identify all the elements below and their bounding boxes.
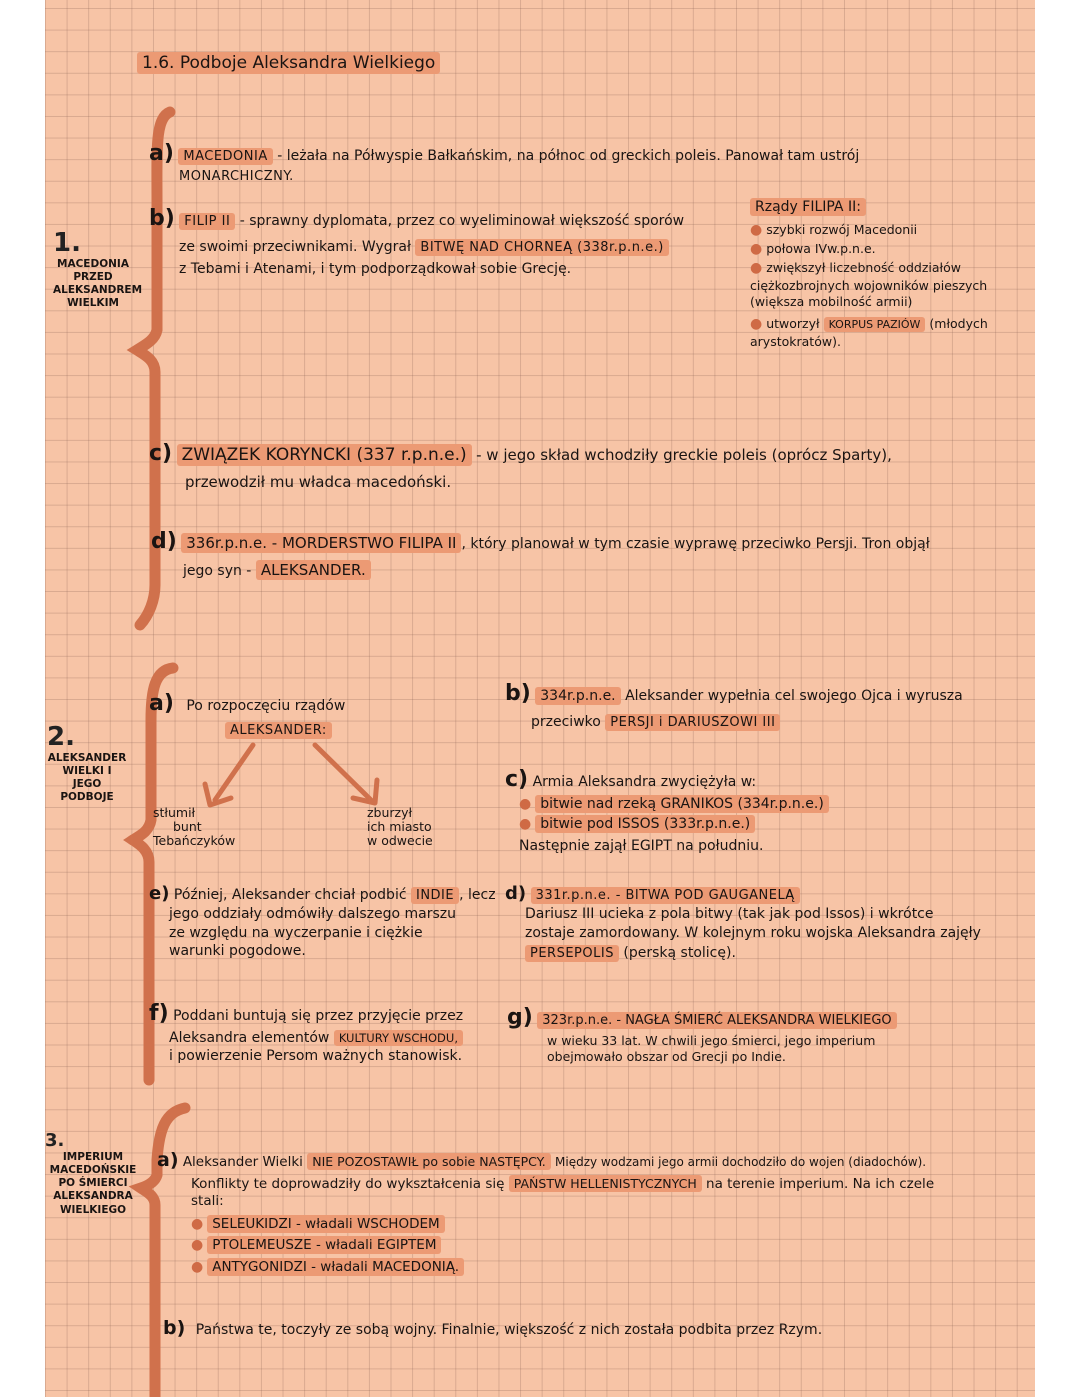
s3-point-a: a) Aleksander Wielki NIE POZOSTAWIŁ po sobie NASTĘPCY. Między wodzami jego armii dochodziło do wojen (diadochów). Konflikty te doprowadziły do wykształcenia się PAŃSTW HELLENISTYCZNYCH na terenie imperium. Na ich czele stali: ● SELEUKIDZI - władali WSCHODEM ● PTOLEMEUSZE - władali EGIPTEM ● ANTYGONIDZI - władali MACEDONIĄ. xyxy=(157,1148,1035,1276)
s1-point-a: a) MACEDONIA - leżała na Półwyspie Bałkańskim, na północ od greckich poleis. Panował tam ustrój MONARCHICZNY. xyxy=(149,141,860,184)
s2-point-c: c) Armia Aleksandra zwyciężyła w: ● bitwie nad rzeką GRANIKOS (334r.p.n.e.) ● bitwie pod ISSOS (333r.p.n.e.) Następnie zajął EGIPT na południu. xyxy=(505,766,1025,855)
arrow-left xyxy=(215,745,253,800)
s2-branch-right: zburzył ich miasto w odwecie xyxy=(367,805,433,848)
rule-item: ● zwiększył liczebność oddziałów ciężkozbrojnych wojowników pieszych (większa mobilność armii) xyxy=(750,259,988,310)
section-3-label: 3. IMPERIUM MACEDOŃSKIE PO ŚMIERCI ALEKSANDRA WIELKIEGO xyxy=(45,1130,137,1216)
s3-list-item: ● ANTYGONIDZI - władali MACEDONIĄ. xyxy=(191,1258,1035,1277)
s2-point-f: f) Poddani buntują się przez przyjęcie przez Aleksandra elementów KULTURY WSCHODU, i powierzenie Persom ważnych stanowisk. xyxy=(149,1001,464,1064)
s2-point-g: g) 323r.p.n.e. - NAGŁA ŚMIERĆ ALEKSANDRA WIELKIEGO w wieku 33 lat. W chwili jego śmierci, jego imperium obejmowało obszar od Grecji po Indie. xyxy=(507,1004,1027,1066)
section-1-label: 1. MACEDONIA PRZED ALEKSANDREM WIELKIM xyxy=(53,228,143,310)
arrow-right xyxy=(315,745,371,800)
page-title: 1.6. Podboje Aleksandra Wielkiego xyxy=(137,52,440,74)
s1-point-c: c) ZWIĄZEK KORYNCKI (337 r.p.n.e.) - w jego skład wchodziły greckie poleis (oprócz Sparty), przewodził mu władca macedoński. xyxy=(149,441,892,491)
section-2-label: 2. ALEKSANDER WIELKI I JEGO PODBOJE xyxy=(47,722,127,804)
s1-rules-box: Rządy FILIPA II: ● szybki rozwój Macedonii ● połowa IVw.p.n.e. ● zwiększył liczebność oddziałów ciężkozbrojnych wojowników pieszych (większa mobilność armii) ● utworzył KORPUS PAZIÓW (młodych arystokratów). xyxy=(750,198,1030,351)
s2-point-e: e) Później, Aleksander chciał podbić INDIE , lecz jego oddziały odmówiły dalszego marszu ze względu na wyczerpanie i ciężkie warunki pogodowe. xyxy=(149,883,496,959)
s3-list-item: ● PTOLEMEUSZE - władali EGIPTEM xyxy=(191,1236,1035,1255)
s3-point-b: b) Państwa te, toczyły ze sobą wojny. Finalnie, większość z nich została podbita przez Rzym. xyxy=(163,1317,823,1339)
s1-point-d: d) 336r.p.n.e. - MORDERSTWO FILIPA II , który planował w tym czasie wyprawę przeciwko Persji. Tron objął jego syn - ALEKSANDER. xyxy=(151,529,930,579)
s2-point-b: b) 334r.p.n.e. Aleksander wypełnia cel swojego Ojca i wyrusza przeciwko PERSJI i DARIUSZOWI III xyxy=(505,681,963,730)
rule-item: ● połowa IVw.p.n.e. xyxy=(750,240,876,257)
s2-point-d: d) 331r.p.n.e. - BITWA POD GAUGANELĄ Dariusz III ucieka z pola bitwy (tak jak pod Issos) i wkrótce zostaje zamordowany. W kolejnym roku wojska Aleksandra zajęły PERSEPOLIS (perską stolicę). xyxy=(505,883,981,961)
notebook-page xyxy=(45,0,1035,1397)
rule-item: ● utworzył KORPUS PAZIÓW (młodych arystokratów). xyxy=(750,316,988,350)
s2-branch-left: stłumił bunt Tebańczyków xyxy=(153,805,236,848)
rule-item: ● szybki rozwój Macedonii xyxy=(750,221,918,238)
s3-list-item: ● SELEUKIDZI - władali WSCHODEM xyxy=(191,1215,1035,1234)
s2-point-a: a) Po rozpoczęciu rządów ALEKSANDER: xyxy=(149,691,346,738)
s1-point-b: b) FILIP II - sprawny dyplomata, przez co wyeliminował większość sporów ze swoimi przeciwnikami. Wygrał BITWĘ NAD CHORNEĄ (338r.p.n.e.) z Tebami i Atenami, i tym podporządkował sobie Grecję. xyxy=(149,206,685,278)
